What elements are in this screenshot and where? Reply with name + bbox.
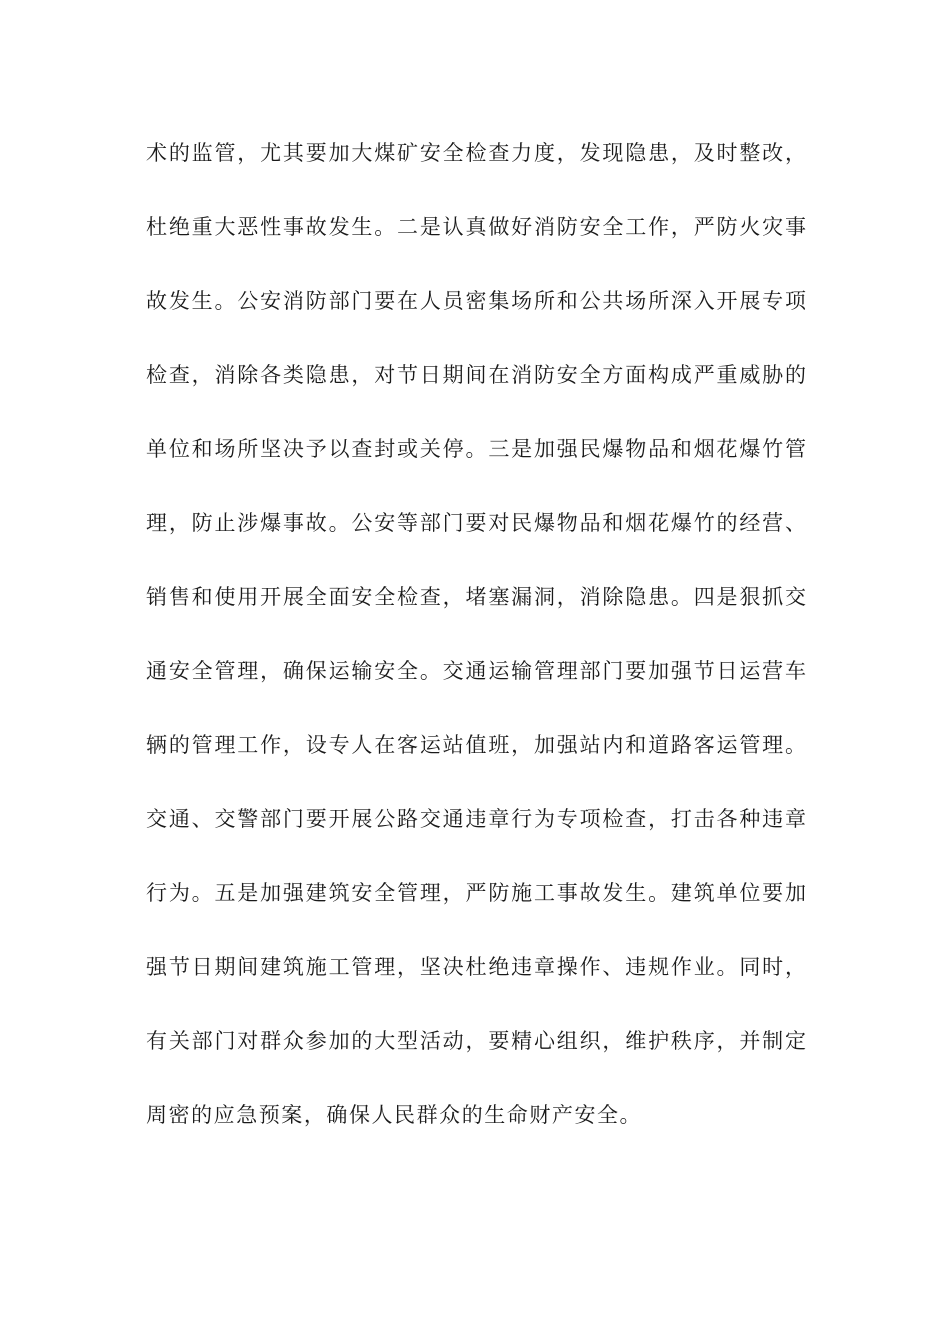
paragraph-line-7: 销售和使用开展全面安全检查，堵塞漏洞，消除隐患。四是狠抓交 bbox=[146, 585, 806, 609]
paragraph-line-12: 强节日期间建筑施工管理，坚决杜绝违章操作、违规作业。同时， bbox=[146, 955, 806, 979]
paragraph-line-4: 检查，消除各类隐患，对节日期间在消防安全方面构成严重威胁的 bbox=[146, 363, 806, 387]
paragraph-line-11: 行为。五是加强建筑安全管理，严防施工事故发生。建筑单位要加 bbox=[146, 881, 806, 905]
paragraph-line-5: 单位和场所坚决予以查封或关停。三是加强民爆物品和烟花爆竹管 bbox=[146, 437, 806, 461]
paragraph-line-1: 术的监管，尤其要加大煤矿安全检查力度，发现隐患，及时整改， bbox=[146, 141, 806, 165]
paragraph-line-3: 故发生。公安消防部门要在人员密集场所和公共场所深入开展专项 bbox=[146, 289, 806, 313]
paragraph-line-14: 周密的应急预案，确保人民群众的生命财产安全。 bbox=[146, 1103, 643, 1127]
paragraph-line-8: 通安全管理，确保运输安全。交通运输管理部门要加强节日运营车 bbox=[146, 659, 806, 683]
paragraph-line-6: 理，防止涉爆事故。公安等部门要对民爆物品和烟花爆竹的经营、 bbox=[146, 511, 806, 535]
paragraph-line-2: 杜绝重大恶性事故发生。二是认真做好消防安全工作，严防火灾事 bbox=[146, 215, 806, 239]
paragraph-line-10: 交通、交警部门要开展公路交通违章行为专项检查，打击各种违章 bbox=[146, 807, 806, 831]
paragraph-line-9: 辆的管理工作，设专人在客运站值班，加强站内和道路客运管理。 bbox=[146, 733, 806, 757]
paragraph-line-13: 有关部门对群众参加的大型活动，要精心组织，维护秩序，并制定 bbox=[146, 1029, 806, 1053]
